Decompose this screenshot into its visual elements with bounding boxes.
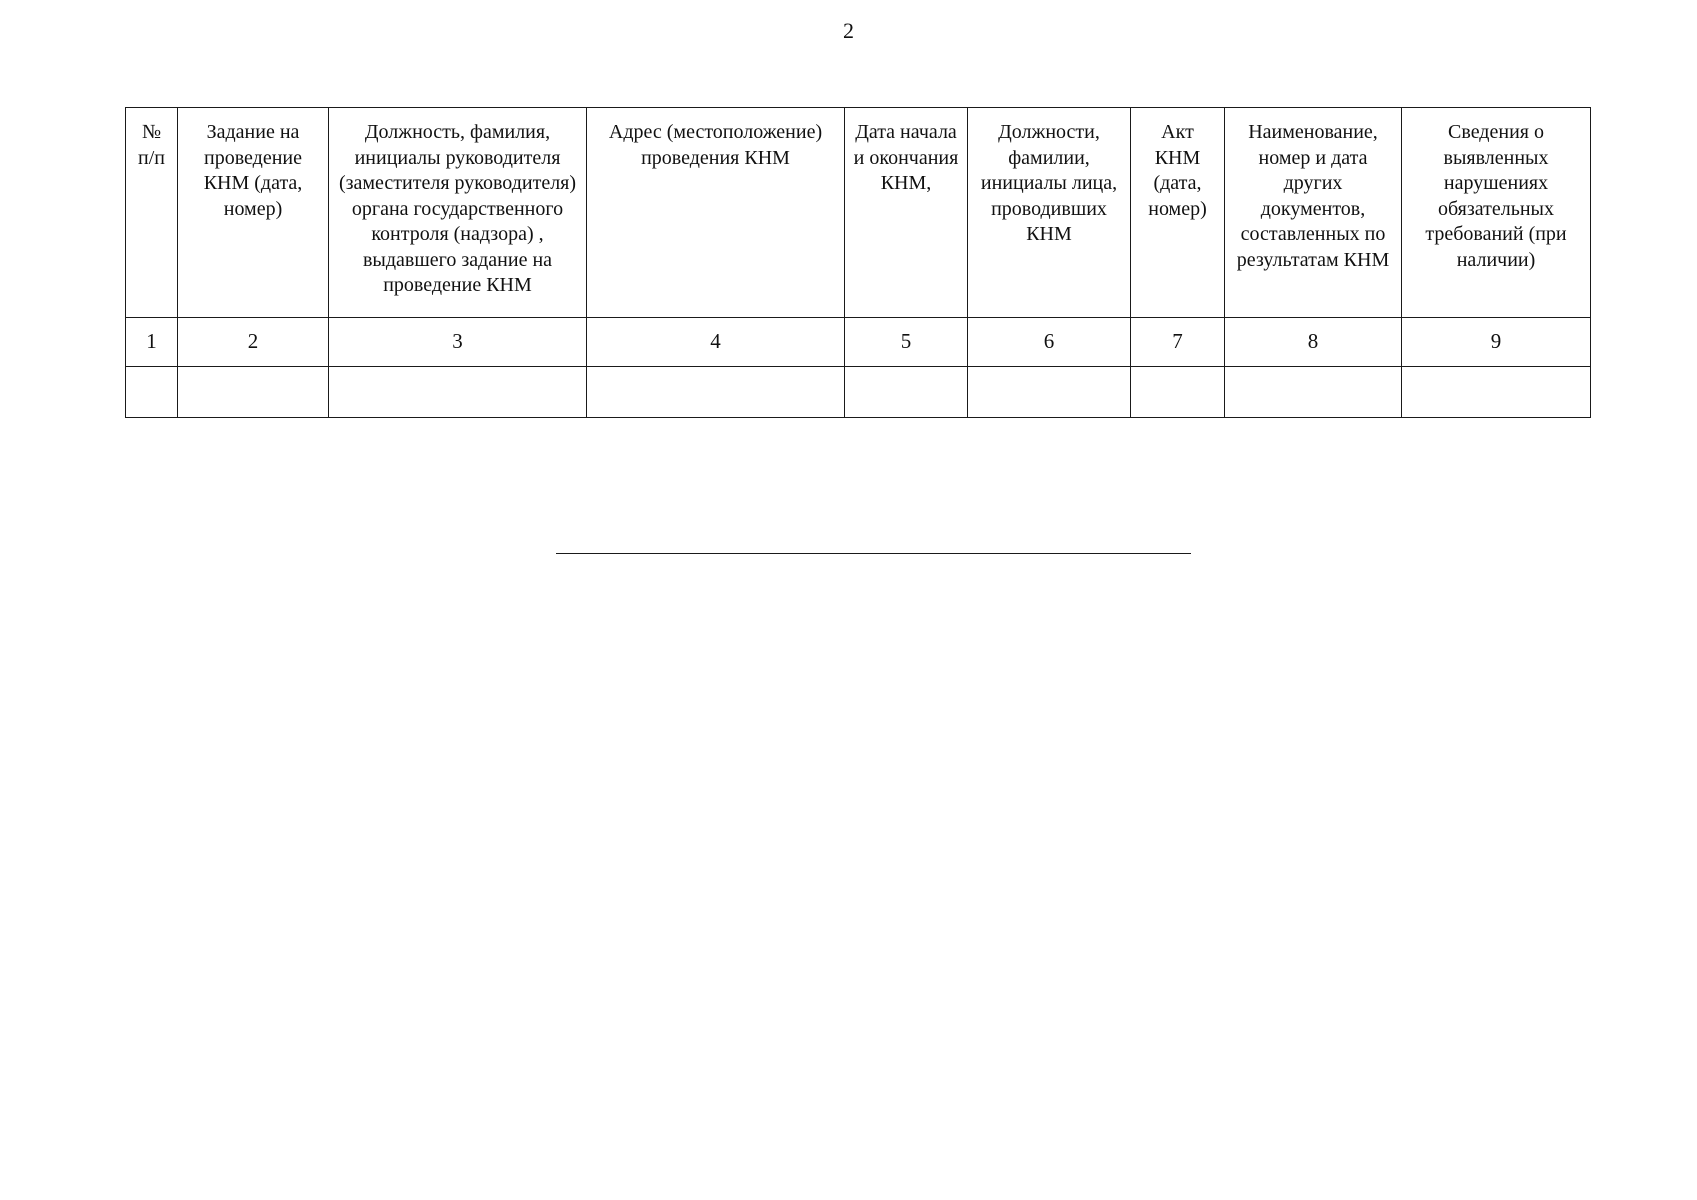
header-cell: Адрес (местоположение) проведения КНМ [587,108,845,318]
header-cell: Должности, фамилии, инициалы лица, проводивших КНМ [968,108,1131,318]
header-cell: Наименование, номер и дата других документов, составленных по результатам КНМ [1225,108,1402,318]
header-cell: Акт КНМ (дата, номер) [1131,108,1225,318]
header-cell: № п/п [126,108,178,318]
column-number-cell: 1 [126,318,178,367]
table-cell [1225,367,1402,418]
column-number-row [126,318,1591,367]
column-number-cell: 2 [178,318,329,367]
page-number: 2 [843,18,854,43]
header-cell: Сведения о выявленных нарушениях обязательных требований (при наличии) [1402,108,1591,318]
table-cell [1131,367,1225,418]
header-cell: Должность, фамилия, инициалы руководителя (заместителя руководителя) органа государственного контроля (надзора) , выдавшего задание на проведение КНМ [329,108,587,318]
column-number-cell: 7 [1131,318,1225,367]
column-number-cell: 4 [587,318,845,367]
closing-rule-line [556,553,1191,554]
inspection-registry-table [125,107,1591,418]
header-cell: Дата начала и окончания КНМ, [845,108,968,318]
table-cell [968,367,1131,418]
header-cell: Задание на проведение КНМ (дата, номер) [178,108,329,318]
column-number-cell: 3 [329,318,587,367]
table-cell [1402,367,1591,418]
column-number-cell: 8 [1225,318,1402,367]
table-cell [329,367,587,418]
table-cell [587,367,845,418]
table-cell [845,367,968,418]
table-cell [178,367,329,418]
column-number-cell: 6 [968,318,1131,367]
column-number-cell: 9 [1402,318,1591,367]
table-cell [126,367,178,418]
table-row [126,367,1591,418]
header-row [126,108,1591,318]
column-number-cell: 5 [845,318,968,367]
